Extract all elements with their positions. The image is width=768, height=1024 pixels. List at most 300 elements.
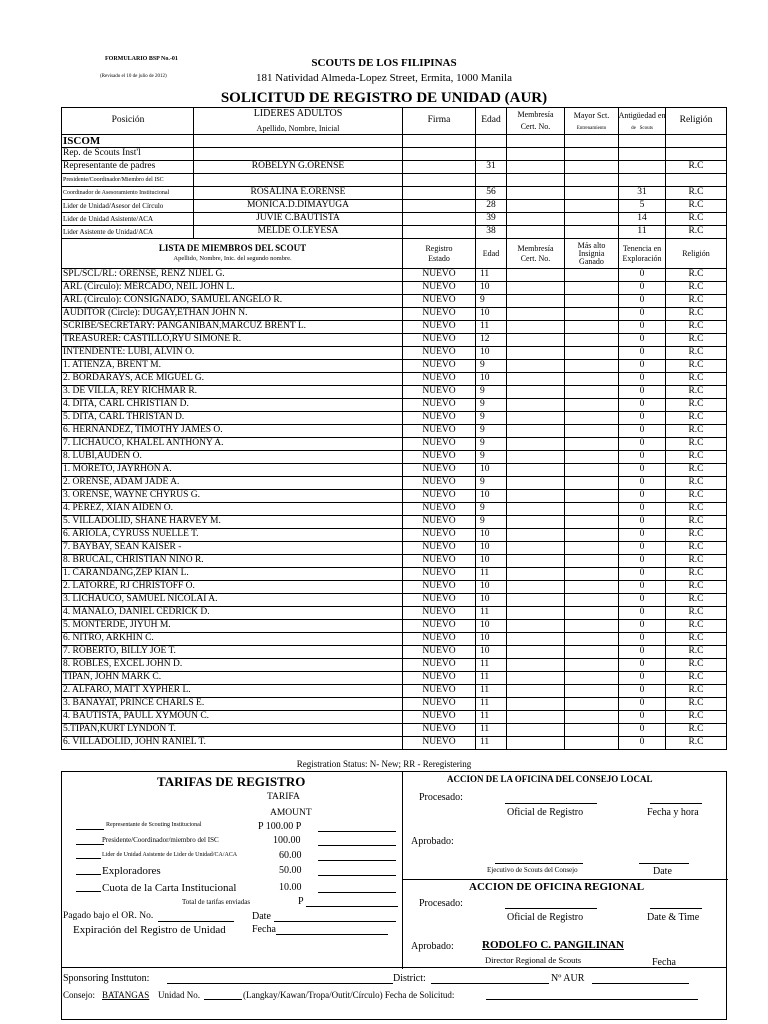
leader-tenure[interactable]: 11 [619, 226, 666, 238]
local-date-line[interactable] [639, 863, 689, 864]
member-badge[interactable] [565, 711, 619, 723]
member-age[interactable]: 10 [476, 373, 507, 385]
member-cert[interactable] [507, 555, 565, 567]
member-name[interactable]: TREASURER: CASTILLO,RYU SIMONE R. [62, 334, 403, 346]
member-age[interactable]: 10 [476, 555, 507, 567]
district-line[interactable] [431, 983, 549, 984]
leader-training[interactable] [565, 200, 619, 212]
member-religion[interactable]: R.C [688, 269, 704, 280]
member-religion[interactable]: R.C [688, 555, 704, 566]
member-religion[interactable]: R.C [688, 490, 704, 501]
member-name[interactable]: INTENDENTE: LUBI, ALVIN O. [62, 347, 403, 359]
member-tenure[interactable]: 0 [619, 269, 666, 281]
member-status[interactable]: NUEVO [403, 425, 476, 437]
member-name[interactable]: 3. LICHAUCO, SAMUEL NICOLAI A. [62, 594, 403, 606]
leader-age[interactable]: 28 [476, 200, 507, 212]
member-age[interactable]: 9 [476, 360, 507, 372]
leader-religion[interactable] [666, 174, 726, 186]
cuota-line[interactable] [76, 891, 101, 892]
member-religion[interactable]: R.C [688, 464, 704, 475]
member-cert[interactable] [507, 594, 565, 606]
member-status[interactable]: NUEVO [403, 399, 476, 411]
member-age[interactable]: 10 [476, 529, 507, 541]
member-cert[interactable] [507, 425, 565, 437]
member-badge[interactable] [565, 451, 619, 463]
leader-cert[interactable] [507, 174, 565, 186]
member-name[interactable]: 6. VILLADOLID, JOHN RANIEL T. [62, 737, 403, 749]
member-tenure[interactable]: 0 [619, 607, 666, 619]
member-badge[interactable] [565, 412, 619, 424]
member-age[interactable]: 11 [476, 672, 507, 684]
member-tenure[interactable]: 0 [619, 737, 666, 749]
date-line[interactable] [274, 921, 396, 922]
member-tenure[interactable]: 0 [619, 672, 666, 684]
member-age[interactable]: 10 [476, 490, 507, 502]
rep-amount-line[interactable] [318, 831, 396, 832]
leader-name[interactable]: JUVIE C.BAUTISTA [194, 213, 403, 225]
member-tenure[interactable]: 0 [619, 360, 666, 372]
member-tenure[interactable]: 0 [619, 438, 666, 450]
leader-cert[interactable] [507, 226, 565, 238]
member-cert[interactable] [507, 490, 565, 502]
member-religion[interactable]: R.C [688, 373, 704, 384]
member-name[interactable]: 4. PEREZ, XIAN AIDEN O. [62, 503, 403, 515]
member-tenure[interactable]: 0 [619, 542, 666, 554]
member-religion[interactable]: R.C [688, 438, 704, 449]
member-age[interactable]: 9 [476, 386, 507, 398]
member-age[interactable]: 10 [476, 464, 507, 476]
member-religion[interactable]: R.C [688, 321, 704, 332]
member-tenure[interactable]: 0 [619, 399, 666, 411]
member-tenure[interactable]: 0 [619, 685, 666, 697]
member-age[interactable]: 9 [476, 516, 507, 528]
member-age[interactable]: 11 [476, 685, 507, 697]
leader-name[interactable]: MONICA.D.DIMAYUGA [194, 200, 403, 212]
member-age[interactable]: 11 [476, 698, 507, 710]
member-cert[interactable] [507, 542, 565, 554]
leader-religion[interactable]: R.C [688, 226, 704, 237]
member-age[interactable]: 11 [476, 711, 507, 723]
member-religion[interactable]: R.C [688, 581, 704, 592]
leader-age[interactable] [476, 174, 507, 186]
rep-line[interactable] [76, 829, 104, 830]
fecha-line[interactable] [276, 934, 388, 935]
member-cert[interactable] [507, 334, 565, 346]
member-age[interactable]: 10 [476, 542, 507, 554]
member-cert[interactable] [507, 438, 565, 450]
member-cert[interactable] [507, 269, 565, 281]
member-name[interactable]: 5. MONTERDE, JIYUH M. [62, 620, 403, 632]
member-age[interactable]: 11 [476, 321, 507, 333]
member-tenure[interactable]: 0 [619, 698, 666, 710]
member-badge[interactable] [565, 607, 619, 619]
member-age[interactable]: 11 [476, 724, 507, 736]
member-badge[interactable] [565, 490, 619, 502]
member-status[interactable]: NUEVO [403, 321, 476, 333]
member-name[interactable]: 2. ALFARO, MATT XYPHER L. [62, 685, 403, 697]
member-status[interactable]: NUEVO [403, 503, 476, 515]
member-age[interactable]: 11 [476, 659, 507, 671]
member-tenure[interactable]: 0 [619, 425, 666, 437]
member-tenure[interactable]: 0 [619, 490, 666, 502]
member-cert[interactable] [507, 347, 565, 359]
member-tenure[interactable]: 0 [619, 373, 666, 385]
leader-age[interactable] [476, 148, 507, 160]
member-badge[interactable] [565, 308, 619, 320]
member-age[interactable]: 10 [476, 282, 507, 294]
leader-cert[interactable] [507, 187, 565, 199]
member-age[interactable]: 9 [476, 295, 507, 307]
member-age[interactable]: 10 [476, 581, 507, 593]
member-tenure[interactable]: 0 [619, 282, 666, 294]
leader-religion[interactable]: R.C [688, 187, 704, 198]
member-status[interactable]: NUEVO [403, 594, 476, 606]
member-age[interactable]: 9 [476, 412, 507, 424]
member-religion[interactable]: R.C [688, 711, 704, 722]
member-status[interactable]: NUEVO [403, 737, 476, 749]
member-badge[interactable] [565, 425, 619, 437]
member-tenure[interactable]: 0 [619, 386, 666, 398]
member-religion[interactable]: R.C [688, 568, 704, 579]
member-badge[interactable] [565, 555, 619, 567]
member-cert[interactable] [507, 698, 565, 710]
member-badge[interactable] [565, 503, 619, 515]
member-badge[interactable] [565, 438, 619, 450]
member-name[interactable]: 6. ARIOLA, CYRUSS NUELLE T. [62, 529, 403, 541]
leader-signature[interactable] [403, 161, 476, 173]
member-badge[interactable] [565, 464, 619, 476]
leader-tenure[interactable]: 31 [619, 187, 666, 199]
member-badge[interactable] [565, 282, 619, 294]
leader-signature[interactable] [403, 200, 476, 212]
member-cert[interactable] [507, 633, 565, 645]
leader-name[interactable]: ROBELYN G.ORENSE [194, 161, 403, 173]
member-tenure[interactable]: 0 [619, 594, 666, 606]
member-status[interactable]: NUEVO [403, 555, 476, 567]
member-name[interactable]: 4. MANALO, DANIEL CEDRICK D. [62, 607, 403, 619]
member-cert[interactable] [507, 282, 565, 294]
member-age[interactable]: 11 [476, 737, 507, 749]
leader-signature[interactable] [403, 187, 476, 199]
leader-name[interactable] [194, 174, 403, 186]
member-age[interactable]: 10 [476, 620, 507, 632]
member-status[interactable]: NUEVO [403, 516, 476, 528]
leader-training[interactable] [565, 213, 619, 225]
member-cert[interactable] [507, 477, 565, 489]
member-religion[interactable]: R.C [688, 477, 704, 488]
member-cert[interactable] [507, 581, 565, 593]
member-name[interactable]: 8. ROBLES, EXCEL JOHN D. [62, 659, 403, 671]
member-cert[interactable] [507, 360, 565, 372]
member-name[interactable]: ARL (Circulo): MERCADO, NEIL JOHN L. [62, 282, 403, 294]
member-religion[interactable]: R.C [688, 646, 704, 657]
member-religion[interactable]: R.C [688, 724, 704, 735]
member-cert[interactable] [507, 295, 565, 307]
member-tenure[interactable]: 0 [619, 529, 666, 541]
member-tenure[interactable]: 0 [619, 711, 666, 723]
member-name[interactable]: 1. MORETO, JAYRHON A. [62, 464, 403, 476]
member-badge[interactable] [565, 698, 619, 710]
member-age[interactable]: 9 [476, 503, 507, 515]
member-religion[interactable]: R.C [688, 425, 704, 436]
member-status[interactable]: NUEVO [403, 685, 476, 697]
member-badge[interactable] [565, 737, 619, 749]
member-tenure[interactable]: 0 [619, 568, 666, 580]
member-badge[interactable] [565, 724, 619, 736]
member-status[interactable]: NUEVO [403, 672, 476, 684]
member-cert[interactable] [507, 737, 565, 749]
explor-line[interactable] [76, 874, 101, 875]
member-age[interactable]: 11 [476, 269, 507, 281]
member-tenure[interactable]: 0 [619, 620, 666, 632]
member-badge[interactable] [565, 594, 619, 606]
leader-signature[interactable] [403, 226, 476, 238]
aur-line[interactable] [592, 983, 689, 984]
member-status[interactable]: NUEVO [403, 386, 476, 398]
member-status[interactable]: NUEVO [403, 295, 476, 307]
member-cert[interactable] [507, 464, 565, 476]
explor-amount-line[interactable] [318, 875, 396, 876]
member-status[interactable]: NUEVO [403, 698, 476, 710]
member-religion[interactable]: R.C [688, 607, 704, 618]
member-name[interactable]: 8. BRUCAL, CHRISTIAN NIÑO R. [62, 555, 403, 567]
member-cert[interactable] [507, 503, 565, 515]
member-tenure[interactable]: 0 [619, 347, 666, 359]
member-religion[interactable]: R.C [688, 360, 704, 371]
member-cert[interactable] [507, 529, 565, 541]
member-badge[interactable] [565, 347, 619, 359]
member-age[interactable]: 9 [476, 477, 507, 489]
member-status[interactable]: NUEVO [403, 542, 476, 554]
leader-cert[interactable] [507, 148, 565, 160]
member-name[interactable]: 3. ORENSE, WAYNE CHYRUS G. [62, 490, 403, 502]
leader-tenure[interactable]: 5 [619, 200, 666, 212]
member-age[interactable]: 10 [476, 594, 507, 606]
member-status[interactable]: NUEVO [403, 646, 476, 658]
member-status[interactable]: NUEVO [403, 477, 476, 489]
member-name[interactable]: 5. VILLADOLID, SHANE HARVEY M. [62, 516, 403, 528]
member-age[interactable]: 9 [476, 438, 507, 450]
member-name[interactable]: 3. BANAYAT, PRINCE CHARLS E. [62, 698, 403, 710]
member-cert[interactable] [507, 516, 565, 528]
member-name[interactable]: 7. LICHAUCO, KHALEL ANTHONY A. [62, 438, 403, 450]
member-badge[interactable] [565, 620, 619, 632]
leader-religion[interactable]: R.C [688, 161, 704, 172]
member-tenure[interactable]: 0 [619, 581, 666, 593]
member-badge[interactable] [565, 659, 619, 671]
member-name[interactable]: 6. NITRO, ARKHIN C. [62, 633, 403, 645]
member-name[interactable]: SPL/SCL/RL: ORENSE, RENZ NIJEL G. [62, 269, 403, 281]
member-tenure[interactable]: 0 [619, 633, 666, 645]
member-tenure[interactable]: 0 [619, 724, 666, 736]
member-tenure[interactable]: 0 [619, 321, 666, 333]
member-status[interactable]: NUEVO [403, 438, 476, 450]
member-badge[interactable] [565, 516, 619, 528]
member-cert[interactable] [507, 646, 565, 658]
member-religion[interactable]: R.C [688, 594, 704, 605]
member-age[interactable]: 10 [476, 308, 507, 320]
member-cert[interactable] [507, 620, 565, 632]
leader-training[interactable] [565, 187, 619, 199]
member-religion[interactable]: R.C [688, 698, 704, 709]
member-religion[interactable]: R.C [688, 737, 704, 748]
leader-training[interactable] [565, 148, 619, 160]
leader-age[interactable]: 31 [476, 161, 507, 173]
member-name[interactable]: 4. BAUTISTA, PAULL XYMOUN C. [62, 711, 403, 723]
member-status[interactable]: NUEVO [403, 269, 476, 281]
member-status[interactable]: NUEVO [403, 607, 476, 619]
total-line[interactable] [306, 906, 398, 907]
leader-cert[interactable] [507, 161, 565, 173]
lider-line[interactable] [76, 858, 101, 859]
member-tenure[interactable]: 0 [619, 464, 666, 476]
member-name[interactable]: 5. DITA, CARL THRISTAN D. [62, 412, 403, 424]
member-religion[interactable]: R.C [688, 542, 704, 553]
member-status[interactable]: NUEVO [403, 568, 476, 580]
member-name[interactable]: 2. BORDARAYS, ACE MIGUEL G. [62, 373, 403, 385]
member-religion[interactable]: R.C [688, 399, 704, 410]
member-cert[interactable] [507, 373, 565, 385]
sponsoring-line[interactable] [167, 983, 393, 984]
member-cert[interactable] [507, 607, 565, 619]
member-religion[interactable]: R.C [688, 503, 704, 514]
leader-religion[interactable] [666, 148, 726, 160]
member-name[interactable]: 6. HERNÁNDEZ, TIMOTHY JAMES O. [62, 425, 403, 437]
member-religion[interactable]: R.C [688, 295, 704, 306]
leader-religion[interactable]: R.C [688, 213, 704, 224]
local-fecha-line[interactable] [650, 803, 702, 804]
member-religion[interactable]: R.C [688, 620, 704, 631]
cuota-amount-line[interactable] [318, 892, 396, 893]
member-badge[interactable] [565, 542, 619, 554]
member-cert[interactable] [507, 321, 565, 333]
member-badge[interactable] [565, 373, 619, 385]
member-badge[interactable] [565, 386, 619, 398]
member-badge[interactable] [565, 568, 619, 580]
member-tenure[interactable]: 0 [619, 646, 666, 658]
member-tenure[interactable]: 0 [619, 659, 666, 671]
leader-training[interactable] [565, 226, 619, 238]
member-religion[interactable]: R.C [688, 334, 704, 345]
member-badge[interactable] [565, 633, 619, 645]
pres-line[interactable] [76, 844, 104, 845]
member-tenure[interactable]: 0 [619, 412, 666, 424]
leader-signature[interactable] [403, 148, 476, 160]
member-name[interactable]: TIPAN, JOHN MARK C. [62, 672, 403, 684]
leader-religion[interactable]: R.C [688, 200, 704, 211]
member-status[interactable]: NUEVO [403, 464, 476, 476]
member-cert[interactable] [507, 685, 565, 697]
regional-date-line[interactable] [650, 908, 702, 909]
member-status[interactable]: NUEVO [403, 620, 476, 632]
leader-signature[interactable] [403, 213, 476, 225]
leader-tenure[interactable] [619, 148, 666, 160]
member-tenure[interactable]: 0 [619, 308, 666, 320]
member-religion[interactable]: R.C [688, 633, 704, 644]
local-ejecutivo-line[interactable] [495, 863, 583, 864]
member-religion[interactable]: R.C [688, 529, 704, 540]
member-name[interactable]: 4. DITA, CARL CHRISTIAN D. [62, 399, 403, 411]
member-status[interactable]: NUEVO [403, 581, 476, 593]
member-tenure[interactable]: 0 [619, 503, 666, 515]
member-tenure[interactable]: 0 [619, 477, 666, 489]
member-name[interactable]: 2. LATORRE, RJ CHRISTOFF O. [62, 581, 403, 593]
member-tenure[interactable]: 0 [619, 334, 666, 346]
member-status[interactable]: NUEVO [403, 360, 476, 372]
member-badge[interactable] [565, 360, 619, 372]
leader-name[interactable] [194, 148, 403, 160]
member-badge[interactable] [565, 685, 619, 697]
member-age[interactable]: 9 [476, 425, 507, 437]
member-badge[interactable] [565, 529, 619, 541]
member-badge[interactable] [565, 646, 619, 658]
member-religion[interactable]: R.C [688, 282, 704, 293]
regional-oficial-line[interactable] [505, 908, 597, 909]
member-tenure[interactable]: 0 [619, 295, 666, 307]
member-name[interactable]: 1. ATIENZA, BRENT M. [62, 360, 403, 372]
member-cert[interactable] [507, 672, 565, 684]
member-age[interactable]: 12 [476, 334, 507, 346]
member-age[interactable]: 11 [476, 607, 507, 619]
member-age[interactable]: 11 [476, 568, 507, 580]
member-status[interactable]: NUEVO [403, 490, 476, 502]
leader-tenure[interactable] [619, 161, 666, 173]
member-status[interactable]: NUEVO [403, 451, 476, 463]
leader-age[interactable]: 56 [476, 187, 507, 199]
member-badge[interactable] [565, 295, 619, 307]
leader-cert[interactable] [507, 200, 565, 212]
leader-signature[interactable] [403, 174, 476, 186]
member-cert[interactable] [507, 711, 565, 723]
pres-amount-line[interactable] [318, 845, 396, 846]
leader-training[interactable] [565, 161, 619, 173]
member-status[interactable]: NUEVO [403, 334, 476, 346]
member-status[interactable]: NUEVO [403, 529, 476, 541]
member-cert[interactable] [507, 568, 565, 580]
member-name[interactable]: 7. ROBERTO, BILLY JOE T. [62, 646, 403, 658]
member-badge[interactable] [565, 321, 619, 333]
member-religion[interactable]: R.C [688, 659, 704, 670]
member-name[interactable]: 8. LUBI,AUDEN O. [62, 451, 403, 463]
member-age[interactable]: 9 [476, 451, 507, 463]
member-tenure[interactable]: 0 [619, 555, 666, 567]
member-cert[interactable] [507, 399, 565, 411]
member-religion[interactable]: R.C [688, 672, 704, 683]
member-name[interactable]: 5.TIPAN,KURT LYNDON T. [62, 724, 403, 736]
member-badge[interactable] [565, 672, 619, 684]
leader-name[interactable]: ROSALINA E.ORENSE [194, 187, 403, 199]
member-name[interactable]: 7. BAYBAY, SEAN KAISER - [62, 542, 403, 554]
member-cert[interactable] [507, 308, 565, 320]
member-badge[interactable] [565, 477, 619, 489]
member-name[interactable]: 1. CARANDANG,ZEP KIAN L. [62, 568, 403, 580]
leader-training[interactable] [565, 174, 619, 186]
member-age[interactable]: 10 [476, 646, 507, 658]
leader-name[interactable]: MELDE O.LEYESA [194, 226, 403, 238]
member-religion[interactable]: R.C [688, 308, 704, 319]
member-badge[interactable] [565, 269, 619, 281]
member-status[interactable]: NUEVO [403, 373, 476, 385]
member-status[interactable]: NUEVO [403, 308, 476, 320]
member-badge[interactable] [565, 334, 619, 346]
member-religion[interactable]: R.C [688, 451, 704, 462]
leader-age[interactable]: 39 [476, 213, 507, 225]
member-religion[interactable]: R.C [688, 386, 704, 397]
member-status[interactable]: NUEVO [403, 633, 476, 645]
leader-age[interactable]: 38 [476, 226, 507, 238]
leader-cert[interactable] [507, 213, 565, 225]
member-name[interactable]: 2. ORENSE, ADAM JADE A. [62, 477, 403, 489]
